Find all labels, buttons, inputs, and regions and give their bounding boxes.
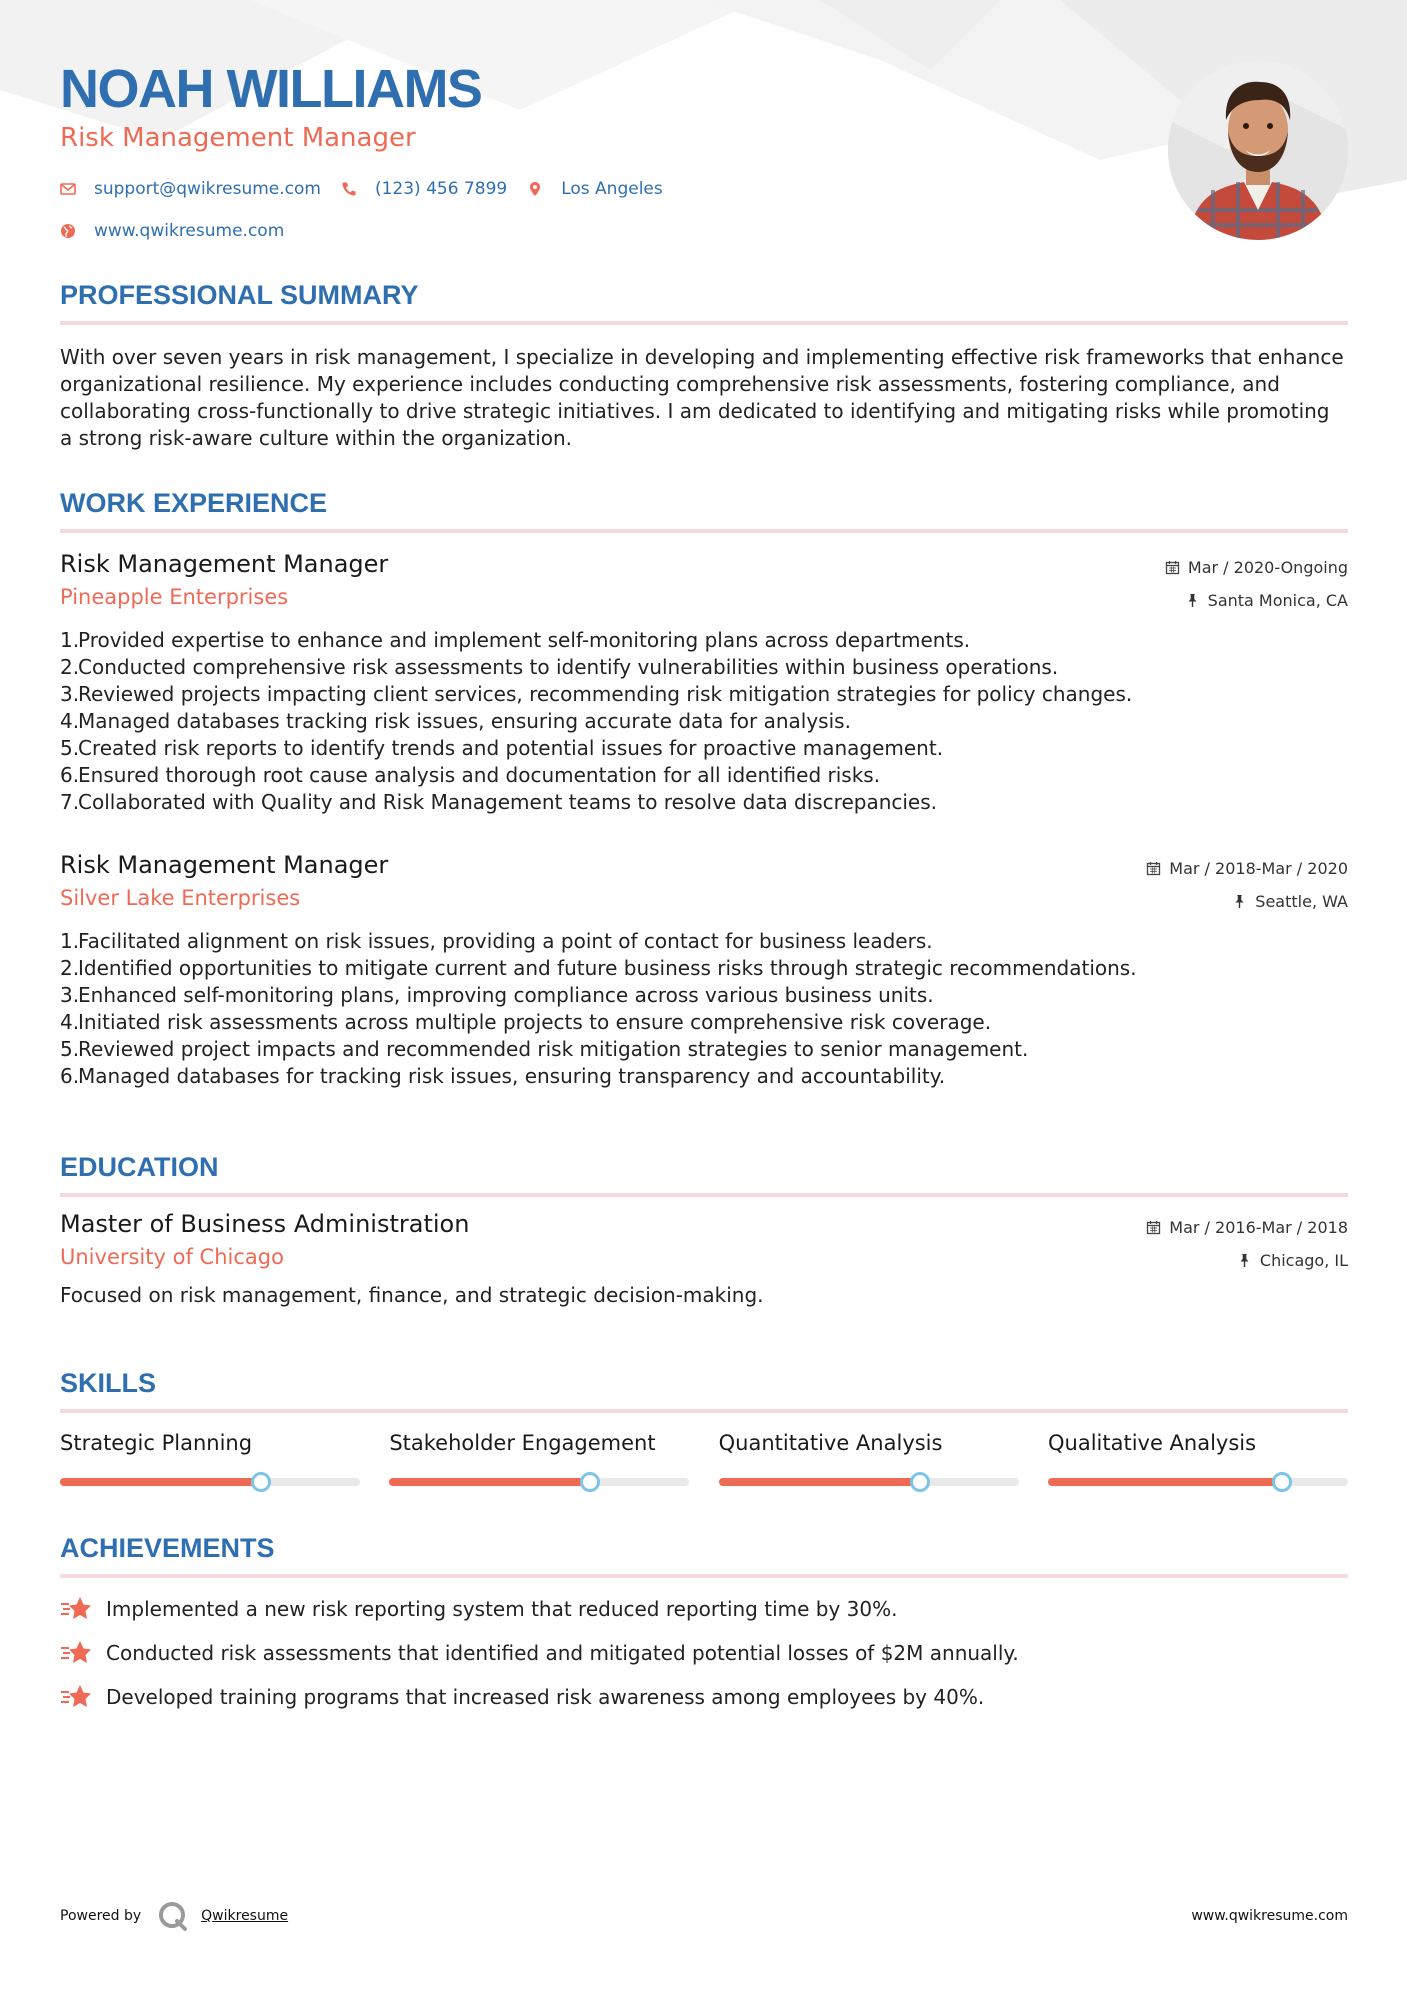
school-name: University of Chicago: [60, 1245, 284, 1269]
education-meta: [1146, 1208, 1348, 1273]
website-text: www.qwikresume.com: [94, 221, 285, 241]
job-title-group: [60, 548, 388, 612]
education-title-group: [60, 1208, 469, 1272]
skill-bar-fill: [389, 1478, 590, 1486]
skill-bar: [719, 1478, 1019, 1486]
skills-list: [60, 1428, 1348, 1486]
job-bullet: 6. Ensured thorough root cause analysis and documentation for all identified risks.: [60, 763, 881, 787]
education-dates-text: Mar / 2016-Mar / 2018: [1169, 1217, 1348, 1237]
skill-name: Strategic Planning: [60, 1431, 253, 1455]
education-location: [1146, 1247, 1348, 1273]
achievement-text: Conducted risk assessments that identified and mitigated potential losses of $2M annually.: [106, 1641, 1019, 1665]
skill-bar-fill: [1048, 1478, 1282, 1486]
summary-section-title: PROFESSIONAL SUMMARY: [60, 280, 1348, 325]
website-contact[interactable]: [60, 221, 284, 241]
job-dates: [1165, 554, 1348, 580]
skills-section-title: SKILLS: [60, 1368, 1348, 1413]
job-title: Risk Management Manager: [60, 550, 389, 578]
job-title-group: [60, 849, 388, 913]
location-text: Los Angeles: [561, 179, 663, 199]
achievement-text: Developed training programs that increased risk awareness among employees by 40%.: [106, 1685, 985, 1709]
degree-title: Master of Business Administration: [60, 1210, 470, 1238]
job-bullet: 1. Facilitated alignment on risk issues, providing a point of contact for business leaders.: [60, 929, 933, 953]
job-bullet: 3. Reviewed projects impacting client services, recommending risk mitigation strategies for policy changes.: [60, 682, 1133, 706]
education-location-text: Chicago, IL: [1259, 1250, 1348, 1270]
job-company: Silver Lake Enterprises: [60, 886, 301, 910]
job-bullet-list: [60, 928, 1348, 1090]
job-bullet: 3. Enhanced self-monitoring plans, improving compliance across various business units.: [60, 983, 934, 1007]
skill-name: Stakeholder Engagement: [389, 1431, 656, 1455]
contact-row-secondary: [60, 216, 1160, 246]
job-bullet: 4. Initiated risk assessments across multiple projects to ensure comprehensive risk coverage.: [60, 1010, 992, 1034]
qwikresume-logo-icon: [157, 1900, 189, 1932]
email-contact[interactable]: [60, 179, 321, 199]
skill-bar: [389, 1478, 689, 1486]
skill-name: Quantitative Analysis: [718, 1431, 943, 1455]
job-meta: [1165, 548, 1348, 613]
skill-bar-knob: [580, 1472, 600, 1492]
job-location-text: Santa Monica, CA: [1207, 590, 1348, 610]
pushpin-icon: [1232, 894, 1247, 909]
experience-section-title: WORK EXPERIENCE: [60, 488, 1348, 533]
calendar-icon: [1165, 560, 1180, 575]
star-achievement-icon: [60, 1683, 92, 1711]
job-company: Pineapple Enterprises: [60, 585, 289, 609]
education-section-title: EDUCATION: [60, 1152, 1348, 1197]
skill-bar: [60, 1478, 360, 1486]
skill-bar-fill: [719, 1478, 920, 1486]
summary-text: With over seven years in risk management, I specialize in developing and implementing effective risk frameworks that enhance organizational resilience. My experience includes conducting comprehensive risk assessments, fostering compliance, and collaborating cross-functionally to drive strategic initiatives. I am dedicated to identifying and mitigating risks while promoting a strong risk-aware culture within the organization.: [60, 345, 1344, 450]
job-bullet: 6. Managed databases for tracking risk issues, ensuring transparency and accountability.: [60, 1064, 946, 1088]
education-header: [60, 1208, 1348, 1273]
skill-bar: [1048, 1478, 1348, 1486]
job-bullet: 5. Reviewed project impacts and recommended risk mitigation strategies to senior management.: [60, 1037, 1029, 1061]
job-bullet: 2. Identified opportunities to mitigate current and future business risks through strategic recommendations.: [60, 956, 1137, 980]
location-contact: [527, 179, 663, 199]
achievement-text: Implemented a new risk reporting system that reduced reporting time by 30%.: [106, 1597, 898, 1621]
phone-icon: [341, 181, 357, 197]
star-achievement-icon: [60, 1639, 92, 1667]
job-bullet-list: [60, 627, 1348, 816]
job-location-text: Seattle, WA: [1255, 891, 1348, 911]
job-bullet: 4. Managed databases tracking risk issues, ensuring accurate data for analysis.: [60, 709, 851, 733]
map-pin-icon: [527, 181, 543, 197]
brand-link[interactable]: Qwikresume: [201, 1908, 289, 1924]
resume-header: [60, 58, 1160, 258]
job-bullet: 7. Collaborated with Quality and Risk Management teams to resolve data discrepancies.: [60, 790, 938, 814]
job-location: [1146, 888, 1348, 914]
education-entry: [60, 1208, 1348, 1309]
calendar-icon: [1146, 1220, 1161, 1235]
calendar-icon: [1146, 861, 1161, 876]
star-achievement-icon: [60, 1595, 92, 1623]
job-header: [60, 849, 1348, 914]
page-footer: [60, 1898, 1348, 1934]
job-dates: [1146, 855, 1348, 881]
achievement-item: [60, 1592, 1348, 1626]
job-dates-text: Mar / 2020-Ongoing: [1187, 557, 1348, 577]
candidate-role: Risk Management Manager: [60, 123, 416, 153]
skill-item: [60, 1428, 360, 1486]
pushpin-icon: [1185, 593, 1200, 608]
job-header: [60, 548, 1348, 613]
skill-bar-knob: [910, 1472, 930, 1492]
skill-name: Qualitative Analysis: [1047, 1431, 1257, 1455]
job-meta: [1146, 849, 1348, 914]
job-entry: [60, 849, 1348, 1090]
footer-website-link[interactable]: www.qwikresume.com: [1191, 1908, 1348, 1924]
achievements-list: [60, 1592, 1348, 1724]
footer-branding: [60, 1900, 288, 1932]
job-dates-text: Mar / 2018-Mar / 2020: [1169, 858, 1348, 878]
pushpin-icon: [1237, 1253, 1252, 1268]
skill-bar-knob: [1272, 1472, 1292, 1492]
candidate-photo: [1168, 60, 1348, 240]
powered-by-text: Powered by: [60, 1908, 142, 1924]
contact-row-primary: [60, 174, 1160, 204]
candidate-name: NOAH WILLIAMS: [60, 59, 482, 119]
education-description: Focused on risk management, finance, and strategic decision-making.: [60, 1283, 764, 1307]
job-bullet: 5. Created risk reports to identify trends and potential issues for proactive management.: [60, 736, 944, 760]
job-title: Risk Management Manager: [60, 851, 389, 879]
achievements-section-title: ACHIEVEMENTS: [60, 1533, 1348, 1578]
email-text: support@qwikresume.com: [94, 179, 321, 199]
phone-contact[interactable]: [341, 179, 507, 199]
skill-item: [1048, 1428, 1348, 1486]
skill-item: [719, 1428, 1019, 1486]
job-entry: [60, 548, 1348, 816]
achievement-item: [60, 1636, 1348, 1670]
contact-info: [60, 174, 1160, 246]
skill-item: [389, 1428, 689, 1486]
job-location: [1165, 587, 1348, 613]
achievement-item: [60, 1680, 1348, 1714]
job-bullet: 1. Provided expertise to enhance and implement self-monitoring plans across departments.: [60, 628, 971, 652]
globe-icon: [60, 223, 76, 239]
education-dates: [1146, 1214, 1348, 1240]
envelope-icon: [60, 181, 76, 197]
skill-bar-fill: [60, 1478, 261, 1486]
skill-bar-knob: [251, 1472, 271, 1492]
job-bullet: 2. Conducted comprehensive risk assessments to identify vulnerabilities within business operations.: [60, 655, 1059, 679]
phone-text: (123) 456 7899: [374, 179, 508, 199]
